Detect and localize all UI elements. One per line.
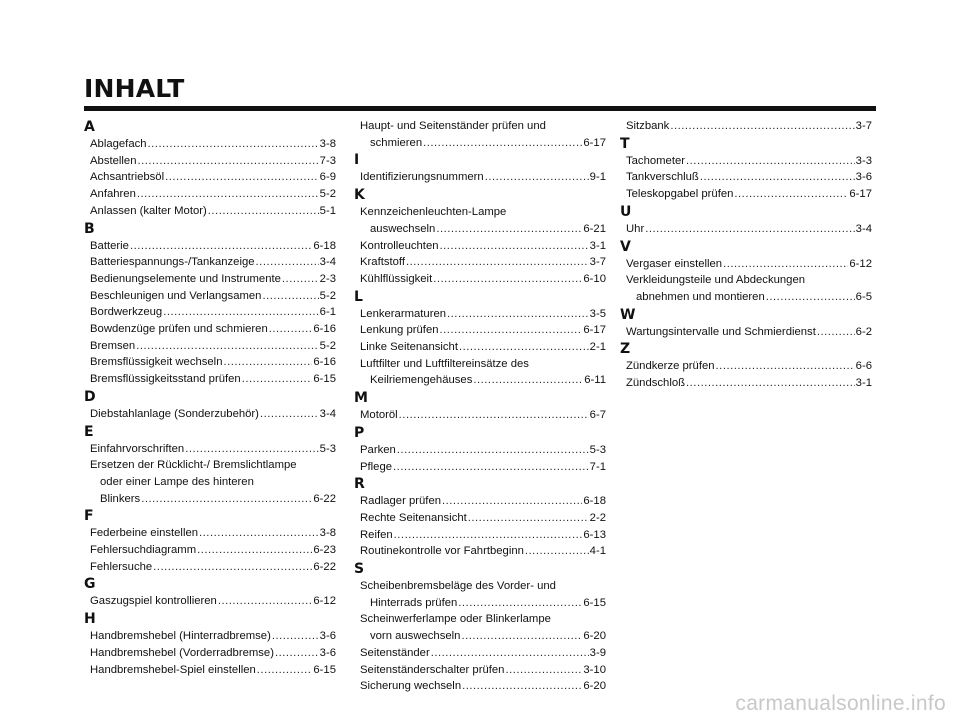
- entry-page-number: 3-6: [319, 630, 336, 643]
- dot-leader: [165, 169, 319, 186]
- section-letter: Z: [620, 341, 631, 358]
- dot-leader: [700, 169, 855, 186]
- entry-page-number: 3-6: [855, 171, 872, 184]
- dot-leader: [686, 153, 855, 170]
- entry-page-number: 5-2: [319, 289, 336, 302]
- section-letter: A: [84, 119, 95, 135]
- entry-page-number: 3-3: [855, 154, 872, 167]
- watermark: carmanualsonline.info: [735, 692, 946, 715]
- entry-page-number: 5-3: [589, 443, 606, 456]
- entry-text-line: Verkleidungsteile und Abdeckungen: [626, 274, 806, 287]
- index-entry: [620, 375, 872, 392]
- entry-page-number: 6-1: [319, 306, 336, 319]
- entry-text-line: Ersetzen der Rücklicht-/ Bremslichtlampe: [90, 459, 297, 472]
- index-entry: [354, 459, 606, 476]
- entry-text: Reifen: [360, 528, 393, 541]
- entry-text: Federbeine einstellen: [90, 527, 199, 540]
- entry-text: Tankverschluß: [626, 171, 699, 184]
- entry-page-number: 3-7: [589, 256, 606, 269]
- entry-text: Beschleunigen und Verlangsamen: [90, 289, 262, 302]
- dot-leader: [440, 238, 589, 255]
- entry-page-number: 6-6: [855, 360, 872, 373]
- index-entry: [84, 662, 336, 679]
- index-entry: [84, 254, 336, 271]
- index-entry: [354, 118, 606, 151]
- dot-leader: [185, 441, 318, 458]
- entry-text: Parken: [360, 443, 396, 456]
- entry-text: Anlassen (kalter Motor): [90, 204, 207, 217]
- entry-page-number: 3-7: [855, 120, 872, 132]
- entry-text-line: Luftfilter und Luftfiltereinsätze des: [360, 357, 529, 370]
- index-entry: [84, 186, 336, 203]
- entry-page-number: 6-17: [583, 136, 606, 149]
- section-letter: V: [620, 238, 631, 255]
- section-letter: U: [620, 203, 632, 220]
- index-entry: [354, 271, 606, 288]
- dot-leader: [397, 442, 589, 459]
- entry-page-number: 6-12: [313, 595, 336, 608]
- dot-leader: [670, 118, 854, 135]
- index-entry: [84, 525, 336, 542]
- entry-page-number: 6-22: [313, 560, 336, 573]
- entry-text: Diebstahlanlage (Sonderzubehör): [90, 407, 259, 420]
- entry-page-number: 6-12: [849, 257, 872, 270]
- section-letter: S: [354, 561, 365, 578]
- entry-text: Kühlflüssigkeit: [360, 272, 433, 285]
- entry-text: Seitenständer: [360, 646, 430, 659]
- entry-text: abnehmen und montieren: [636, 290, 765, 303]
- entry-page-number: 3-10: [583, 663, 606, 676]
- dot-leader: [473, 372, 583, 389]
- index-entry: [84, 321, 336, 338]
- index-entry: [620, 169, 872, 186]
- entry-text: Lenkung prüfen: [360, 324, 439, 337]
- section-letter: R: [354, 476, 365, 493]
- entry-page-number: 6-15: [313, 373, 336, 386]
- dot-leader: [137, 153, 318, 170]
- section-letter: F: [84, 508, 94, 525]
- entry-text: Fehlersuchdiagramm: [90, 544, 197, 557]
- entry-text: Gaszugspiel kontrollieren: [90, 595, 217, 608]
- entry-text: Handbremshebel (Vorderradbremse): [90, 646, 274, 659]
- index-entry: [84, 136, 336, 153]
- dot-leader: [431, 645, 589, 662]
- entry-page-number: 6-23: [313, 544, 336, 557]
- entry-text: Bordwerkzeug: [90, 306, 163, 319]
- dot-leader: [257, 662, 313, 679]
- entry-page-number: 3-8: [319, 527, 336, 540]
- entry-page-number: 4-1: [589, 545, 606, 558]
- dot-leader: [447, 306, 589, 323]
- entry-page-number: 6-5: [855, 290, 872, 303]
- entry-page-number: 3-4: [855, 222, 872, 235]
- index-entry: [354, 306, 606, 323]
- entry-page-number: 6-2: [855, 325, 872, 338]
- entry-page-number: 3-1: [589, 239, 606, 252]
- section-letter: W: [620, 306, 636, 323]
- index-entry: [84, 338, 336, 355]
- index-entry: [84, 271, 336, 288]
- index-entry: [84, 288, 336, 305]
- dot-leader: [256, 254, 319, 271]
- dot-leader: [442, 493, 582, 510]
- index-entry: [354, 678, 606, 695]
- entry-page-number: 5-3: [319, 442, 336, 455]
- index-entry: [354, 527, 606, 544]
- index-entry: [84, 238, 336, 255]
- dot-leader: [218, 593, 313, 610]
- dot-leader: [716, 358, 855, 375]
- entry-text: Kontrolleuchten: [360, 239, 439, 252]
- dot-leader: [130, 238, 312, 255]
- dot-leader: [148, 136, 319, 153]
- entry-page-number: 6-9: [319, 171, 336, 184]
- index-entry: [84, 406, 336, 423]
- dot-leader: [242, 371, 313, 388]
- entry-page-number: 6-22: [313, 492, 336, 505]
- entry-text: Radlager prüfen: [360, 495, 442, 508]
- entry-text: Sitzbank: [626, 120, 670, 132]
- entry-page-number: 6-20: [583, 630, 606, 643]
- entry-page-number: 3-5: [589, 307, 606, 320]
- index-entry: [84, 457, 336, 507]
- section-letter: K: [354, 187, 365, 204]
- section-letter: M: [354, 390, 368, 407]
- entry-text: Bedienungselemente und Instrumente: [90, 272, 281, 285]
- dot-leader: [208, 203, 319, 220]
- dot-leader: [394, 527, 583, 544]
- entry-text: Routinekontrolle vor Fahrtbeginn: [360, 545, 524, 558]
- index-entry: [354, 238, 606, 255]
- entry-text: Achsantriebsöl: [90, 171, 165, 184]
- section-letter: G: [84, 576, 96, 593]
- dot-leader: [136, 338, 318, 355]
- entry-page-number: 7-1: [589, 460, 606, 473]
- index-entry: [84, 441, 336, 458]
- entry-text: Wartungsintervalle und Schmierdienst: [626, 325, 816, 338]
- title-rule: [84, 106, 876, 111]
- section-letter: D: [84, 388, 96, 405]
- index-entry: [84, 542, 336, 559]
- entry-page-number: 6-16: [313, 356, 336, 369]
- entry-text: Zündschloß: [626, 377, 686, 390]
- index-entry: [84, 628, 336, 645]
- entry-text: Pflege: [360, 460, 393, 473]
- index-entry: [620, 256, 872, 273]
- entry-page-number: 6-16: [313, 323, 336, 336]
- entry-text: Bowdenzüge prüfen und schmieren: [90, 323, 268, 336]
- entry-page-number: 6-18: [583, 495, 606, 508]
- entry-page-number: 6-11: [584, 374, 606, 387]
- dot-leader: [260, 406, 319, 423]
- entry-page-number: 6-15: [313, 663, 336, 676]
- entry-text-line: Scheinwerferlampe oder Blinkerlampe: [360, 613, 551, 626]
- section-letter: I: [354, 152, 360, 169]
- entry-page-number: 6-10: [583, 272, 606, 285]
- entry-text: Bremsen: [90, 339, 136, 352]
- index-entry: [620, 153, 872, 170]
- index-entry: [354, 493, 606, 510]
- index-entry: [620, 358, 872, 375]
- dot-leader: [423, 135, 582, 152]
- dot-leader: [393, 459, 589, 476]
- entry-page-number: 5-2: [319, 188, 336, 201]
- dot-leader: [262, 288, 318, 305]
- index-entry: [84, 371, 336, 388]
- entry-text: Fehlersuche: [90, 560, 153, 573]
- dot-leader: [199, 525, 319, 542]
- index-entry: [354, 339, 606, 356]
- entry-text: Zündkerze prüfen: [626, 360, 715, 373]
- dot-leader: [269, 321, 313, 338]
- section-letter: L: [354, 288, 363, 305]
- entry-page-number: 5-1: [319, 204, 336, 217]
- entry-page-number: 9-1: [589, 171, 606, 184]
- index-entry: [354, 510, 606, 527]
- index-entry: [354, 611, 606, 644]
- entry-text: Blinkers: [100, 492, 141, 505]
- entry-page-number: 3-1: [855, 377, 872, 390]
- index-entry: [354, 578, 606, 611]
- entry-page-number: 6-17: [849, 188, 872, 201]
- dot-leader: [686, 375, 855, 392]
- index-entry: [620, 118, 872, 135]
- index-entry: [354, 645, 606, 662]
- dot-leader: [505, 662, 582, 679]
- index-entry: [354, 543, 606, 560]
- entry-page-number: 5-2: [319, 339, 336, 352]
- entry-text: schmieren: [370, 136, 423, 149]
- index-entry: [84, 203, 336, 220]
- entry-page-number: 6-21: [583, 222, 606, 235]
- entry-text: Motoröl: [360, 409, 398, 422]
- entry-text: Lenkerarmaturen: [360, 307, 447, 320]
- entry-text: Batteriespannungs-/Tankanzeige: [90, 256, 255, 269]
- entry-text: Einfahrvorschriften: [90, 442, 185, 455]
- entry-page-number: 3-4: [319, 256, 336, 269]
- index-entry: [354, 356, 606, 389]
- dot-leader: [399, 407, 589, 424]
- index-entry: [620, 324, 872, 341]
- index-entry: [84, 593, 336, 610]
- entry-text: Bremsflüssigkeitsstand prüfen: [90, 373, 241, 386]
- page-title: INHALT: [84, 74, 185, 103]
- dot-leader: [723, 256, 848, 273]
- dot-leader: [275, 645, 319, 662]
- index-entry: [620, 221, 872, 238]
- dot-leader: [645, 221, 854, 238]
- entry-text-line: Kennzeichenleuchten-Lampe: [360, 206, 507, 219]
- entry-text: Teleskopgabel prüfen: [626, 188, 734, 201]
- dot-leader: [458, 595, 582, 612]
- entry-page-number: 3-6: [319, 646, 336, 659]
- dot-leader: [436, 221, 582, 238]
- entry-text-line: Haupt- und Seitenständer prüfen und: [360, 120, 546, 132]
- dot-leader: [817, 324, 855, 341]
- dot-leader: [223, 354, 312, 371]
- index-entry: [354, 407, 606, 424]
- section-letter: H: [84, 611, 96, 628]
- entry-page-number: 6-15: [583, 596, 606, 609]
- dot-leader: [433, 271, 582, 288]
- entry-text: Identifizierungsnummern: [360, 171, 484, 184]
- dot-leader: [734, 186, 848, 203]
- index-entry: [354, 169, 606, 186]
- index-entry: [84, 169, 336, 186]
- entry-page-number: 6-18: [313, 239, 336, 252]
- entry-page-number: 2-1: [589, 341, 606, 354]
- index-entry: [84, 645, 336, 662]
- dot-leader: [153, 559, 312, 576]
- section-letter: B: [84, 220, 95, 237]
- dot-leader: [485, 169, 589, 186]
- entry-page-number: 2-3: [319, 272, 336, 285]
- section-letter: T: [620, 135, 630, 152]
- entry-text: Seitenständerschalter prüfen: [360, 663, 505, 676]
- index-entry: [84, 304, 336, 321]
- entry-page-number: 6-13: [583, 528, 606, 541]
- dot-leader: [137, 186, 319, 203]
- entry-text: Vergaser einstellen: [626, 257, 723, 270]
- index-entry: [620, 272, 872, 305]
- entry-text: Rechte Seitenansicht: [360, 511, 467, 524]
- dot-leader: [197, 542, 312, 559]
- dot-leader: [272, 628, 319, 645]
- dot-leader: [406, 254, 589, 271]
- index-entry: [354, 322, 606, 339]
- dot-leader: [282, 271, 319, 288]
- index-entry: [354, 442, 606, 459]
- entry-text: Abstellen: [90, 154, 137, 167]
- entry-text: Tachometer: [626, 154, 686, 167]
- index-entry: [354, 204, 606, 237]
- section-letter: E: [84, 423, 94, 440]
- index-entry: [84, 559, 336, 576]
- index-entry: [354, 662, 606, 679]
- index-column-1: [84, 118, 336, 678]
- entry-text: Linke Seitenansicht: [360, 341, 458, 354]
- index-column-3: [620, 118, 872, 392]
- entry-text: Batterie: [90, 239, 129, 252]
- entry-page-number: 6-17: [583, 324, 606, 337]
- dot-leader: [766, 289, 855, 306]
- entry-page-number: 3-8: [319, 138, 336, 150]
- entry-text: Handbremshebel (Hinterradbremse): [90, 630, 271, 643]
- entry-page-number: 3-4: [319, 407, 336, 420]
- entry-text: Ablagefach: [90, 138, 147, 150]
- index-entry: [84, 153, 336, 170]
- dot-leader: [141, 491, 312, 508]
- entry-text: Bremsflüssigkeit wechseln: [90, 356, 223, 369]
- entry-text: vorn auswechseln: [370, 630, 461, 643]
- dot-leader: [525, 543, 589, 560]
- dot-leader: [461, 628, 582, 645]
- index-entry: [620, 186, 872, 203]
- index-column-2: [354, 118, 606, 695]
- entry-page-number: 3-9: [589, 646, 606, 659]
- entry-text: Handbremshebel-Spiel einstellen: [90, 663, 256, 676]
- dot-leader: [462, 678, 582, 695]
- entry-page-number: 6-20: [583, 680, 606, 693]
- entry-text-line: Scheibenbremsbeläge des Vorder- und: [360, 580, 556, 593]
- entry-text: Keilriemengehäuses: [370, 374, 473, 387]
- entry-page-number: 2-2: [589, 511, 606, 524]
- entry-text: Hinterrads prüfen: [370, 596, 458, 609]
- entry-page-number: 6-7: [589, 409, 606, 422]
- entry-text: Kraftstoff: [360, 256, 405, 269]
- entry-text: Anfahren: [90, 188, 136, 201]
- dot-leader: [440, 322, 583, 339]
- index-entry: [354, 254, 606, 271]
- index-entry: [84, 354, 336, 371]
- dot-leader: [459, 339, 589, 356]
- dot-leader: [163, 304, 318, 321]
- entry-text-line: oder einer Lampe des hinteren: [100, 475, 254, 488]
- entry-page-number: 7-3: [319, 154, 336, 167]
- dot-leader: [468, 510, 589, 527]
- entry-text: Sicherung wechseln: [360, 680, 462, 693]
- section-letter: P: [354, 424, 365, 441]
- entry-text: Uhr: [626, 222, 645, 235]
- entry-text: auswechseln: [370, 222, 436, 235]
